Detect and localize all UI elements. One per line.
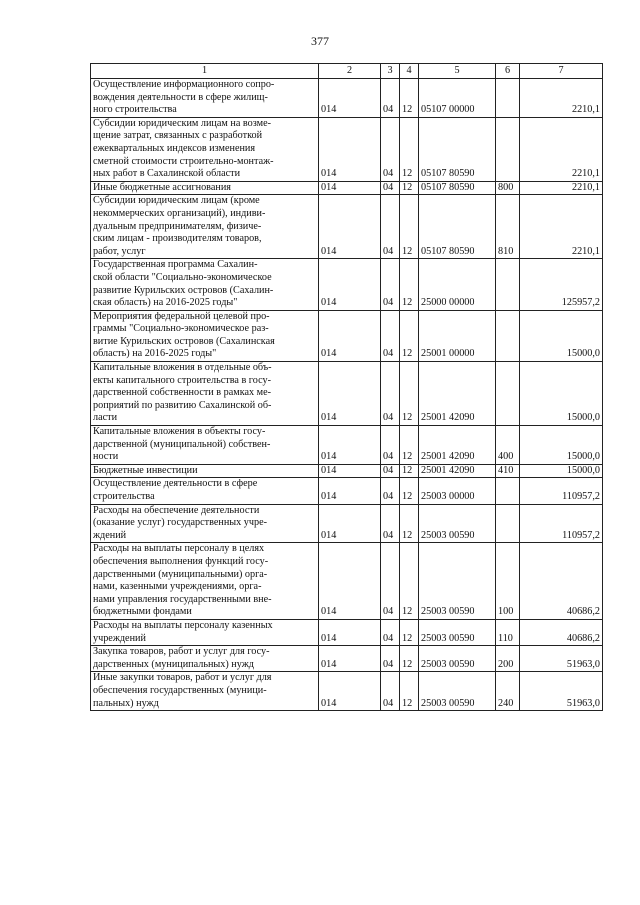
ministry-code-cell: 014 xyxy=(319,426,381,465)
table-row xyxy=(91,426,603,465)
amount-cell: 2210,1 xyxy=(520,195,603,259)
table-row xyxy=(91,259,603,310)
table-row xyxy=(91,646,603,672)
ministry-code-cell: 014 xyxy=(319,195,381,259)
expense-type-cell: 410 xyxy=(496,464,520,478)
table-row xyxy=(91,181,603,195)
column-header: 5 xyxy=(419,64,496,79)
subsection-cell: 12 xyxy=(400,195,419,259)
section-cell: 04 xyxy=(381,543,400,620)
subsection-cell: 12 xyxy=(400,504,419,543)
target-article-cell: 25003 00590 xyxy=(419,543,496,620)
row-name-cell: Иные бюджетные ассигнования xyxy=(91,181,319,195)
expense-type-cell xyxy=(496,259,520,310)
section-cell: 04 xyxy=(381,195,400,259)
ministry-code-cell: 014 xyxy=(319,79,381,118)
expense-type-cell xyxy=(496,362,520,426)
amount-cell: 15000,0 xyxy=(520,362,603,426)
amount-cell: 125957,2 xyxy=(520,259,603,310)
table-row xyxy=(91,310,603,361)
expense-type-cell: 200 xyxy=(496,646,520,672)
target-article-cell: 05107 80590 xyxy=(419,181,496,195)
expense-type-cell: 100 xyxy=(496,543,520,620)
amount-cell: 110957,2 xyxy=(520,504,603,543)
table-row xyxy=(91,79,603,118)
row-name-cell: Субсидии юридическим лицам (кроме некоммерческих организаций), индиви- дуальным предпринимателям, физиче- ским лицам - производителям товаров, работ, услуг xyxy=(91,195,319,259)
target-article-cell: 25003 00590 xyxy=(419,504,496,543)
section-cell: 04 xyxy=(381,259,400,310)
amount-cell: 51963,0 xyxy=(520,672,603,711)
section-cell: 04 xyxy=(381,672,400,711)
target-article-cell: 25001 00000 xyxy=(419,310,496,361)
row-name-cell: Расходы на обеспечение деятельности (оказание услуг) государственных учре- ждений xyxy=(91,504,319,543)
ministry-code-cell: 014 xyxy=(319,543,381,620)
target-article-cell: 05107 80590 xyxy=(419,195,496,259)
amount-cell: 40686,2 xyxy=(520,543,603,620)
row-name-cell: Бюджетные инвестиции xyxy=(91,464,319,478)
column-header: 1 xyxy=(91,64,319,79)
ministry-code-cell: 014 xyxy=(319,117,381,181)
table-body xyxy=(91,79,603,711)
column-header: 3 xyxy=(381,64,400,79)
section-cell: 04 xyxy=(381,646,400,672)
table-row xyxy=(91,478,603,504)
subsection-cell: 12 xyxy=(400,259,419,310)
expense-type-cell xyxy=(496,310,520,361)
section-cell: 04 xyxy=(381,426,400,465)
amount-cell: 15000,0 xyxy=(520,426,603,465)
row-name-cell: Капитальные вложения в объекты госу- дарственной (муниципальной) собствен- ности xyxy=(91,426,319,465)
row-name-cell: Капитальные вложения в отдельные объ- екты капитального строительства в госу- дарственной собственности в рамках ме- роприятий по развитию Сахалинской об- ласти xyxy=(91,362,319,426)
target-article-cell: 25003 00000 xyxy=(419,478,496,504)
expense-type-cell: 400 xyxy=(496,426,520,465)
subsection-cell: 12 xyxy=(400,426,419,465)
subsection-cell: 12 xyxy=(400,464,419,478)
expense-type-cell: 810 xyxy=(496,195,520,259)
section-cell: 04 xyxy=(381,478,400,504)
subsection-cell: 12 xyxy=(400,672,419,711)
table-row xyxy=(91,464,603,478)
subsection-cell: 12 xyxy=(400,79,419,118)
target-article-cell: 25001 42090 xyxy=(419,464,496,478)
row-name-cell: Осуществление информационного сопро- вождения деятельности в сфере жилищ- ного строительства xyxy=(91,79,319,118)
table-header-row xyxy=(91,64,603,79)
target-article-cell: 25001 42090 xyxy=(419,426,496,465)
row-name-cell: Иные закупки товаров, работ и услуг для обеспечения государственных (муници- пальных) нужд xyxy=(91,672,319,711)
subsection-cell: 12 xyxy=(400,181,419,195)
row-name-cell: Осуществление деятельности в сфере строительства xyxy=(91,478,319,504)
ministry-code-cell: 014 xyxy=(319,259,381,310)
ministry-code-cell: 014 xyxy=(319,646,381,672)
column-header: 6 xyxy=(496,64,520,79)
row-name-cell: Субсидии юридическим лицам на возме- щение затрат, связанных с разработкой ежеквартальных индексов изменения сметной стоимости строительно-монтаж- ных работ в Сахалинской области xyxy=(91,117,319,181)
ministry-code-cell: 014 xyxy=(319,181,381,195)
table-row xyxy=(91,672,603,711)
row-name-cell: Мероприятия федеральной целевой про- граммы "Социально-экономическое раз- витие Курильских островов (Сахалинская область) на 2016-2025 годы" xyxy=(91,310,319,361)
expense-type-cell: 110 xyxy=(496,619,520,645)
table-row xyxy=(91,195,603,259)
ministry-code-cell: 014 xyxy=(319,504,381,543)
ministry-code-cell: 014 xyxy=(319,672,381,711)
section-cell: 04 xyxy=(381,504,400,543)
column-header: 2 xyxy=(319,64,381,79)
target-article-cell: 05107 80590 xyxy=(419,117,496,181)
column-header: 7 xyxy=(520,64,603,79)
expense-type-cell xyxy=(496,79,520,118)
amount-cell: 40686,2 xyxy=(520,619,603,645)
column-header: 4 xyxy=(400,64,419,79)
section-cell: 04 xyxy=(381,619,400,645)
ministry-code-cell: 014 xyxy=(319,362,381,426)
subsection-cell: 12 xyxy=(400,543,419,620)
ministry-code-cell: 014 xyxy=(319,478,381,504)
expense-type-cell: 240 xyxy=(496,672,520,711)
table-row xyxy=(91,543,603,620)
section-cell: 04 xyxy=(381,181,400,195)
subsection-cell: 12 xyxy=(400,478,419,504)
target-article-cell: 25001 42090 xyxy=(419,362,496,426)
expense-type-cell xyxy=(496,478,520,504)
amount-cell: 15000,0 xyxy=(520,310,603,361)
ministry-code-cell: 014 xyxy=(319,619,381,645)
amount-cell: 2210,1 xyxy=(520,117,603,181)
section-cell: 04 xyxy=(381,464,400,478)
section-cell: 04 xyxy=(381,310,400,361)
row-name-cell: Расходы на выплаты персоналу в целях обеспечения выполнения функций госу- дарственными (муниципальными) орга- нами, казенными учреждениями, орга- нами управления государственными вне- бюджетными фондами xyxy=(91,543,319,620)
table-row xyxy=(91,619,603,645)
expense-type-cell: 800 xyxy=(496,181,520,195)
target-article-cell: 25000 00000 xyxy=(419,259,496,310)
ministry-code-cell: 014 xyxy=(319,310,381,361)
subsection-cell: 12 xyxy=(400,362,419,426)
amount-cell: 51963,0 xyxy=(520,646,603,672)
amount-cell: 15000,0 xyxy=(520,464,603,478)
subsection-cell: 12 xyxy=(400,117,419,181)
target-article-cell: 25003 00590 xyxy=(419,646,496,672)
amount-cell: 2210,1 xyxy=(520,181,603,195)
section-cell: 04 xyxy=(381,362,400,426)
table-row xyxy=(91,117,603,181)
subsection-cell: 12 xyxy=(400,310,419,361)
budget-table xyxy=(90,63,603,711)
table-row xyxy=(91,504,603,543)
expense-type-cell xyxy=(496,117,520,181)
section-cell: 04 xyxy=(381,79,400,118)
table-row xyxy=(91,362,603,426)
row-name-cell: Закупка товаров, работ и услуг для госу- дарственных (муниципальных) нужд xyxy=(91,646,319,672)
section-cell: 04 xyxy=(381,117,400,181)
subsection-cell: 12 xyxy=(400,619,419,645)
page-number: 377 xyxy=(311,34,329,48)
target-article-cell: 25003 00590 xyxy=(419,672,496,711)
amount-cell: 110957,2 xyxy=(520,478,603,504)
subsection-cell: 12 xyxy=(400,646,419,672)
target-article-cell: 05107 00000 xyxy=(419,79,496,118)
ministry-code-cell: 014 xyxy=(319,464,381,478)
row-name-cell: Расходы на выплаты персоналу казенных учреждений xyxy=(91,619,319,645)
target-article-cell: 25003 00590 xyxy=(419,619,496,645)
expense-type-cell xyxy=(496,504,520,543)
row-name-cell: Государственная программа Сахалин- ской области "Социально-экономическое развитие Курильских островов (Сахалин- ская область) на 2016-2025 годы" xyxy=(91,259,319,310)
amount-cell: 2210,1 xyxy=(520,79,603,118)
